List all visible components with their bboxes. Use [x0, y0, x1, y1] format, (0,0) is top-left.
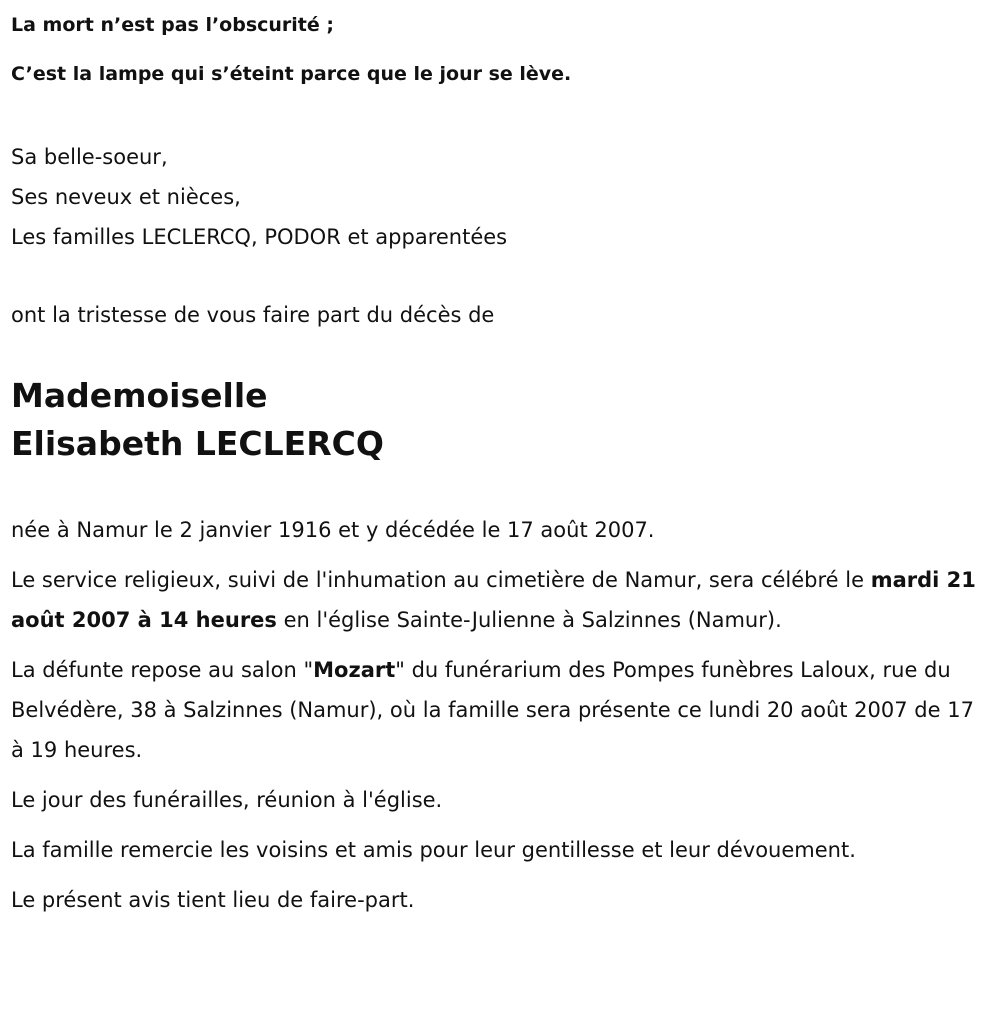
intro-text: ont la tristesse de vous faire part du décès de	[11, 303, 495, 327]
details	[11, 510, 986, 930]
family-line: Sa belle-soeur,	[11, 145, 168, 169]
salon-name: Mozart	[313, 658, 396, 682]
viewing-text-post: " du funérarium des Pompes funèbres Laloux, rue du Belvédère, 38 à Salzinnes (Namur), où la famille sera présente ce lundi 20 août 2007 de 17 à 19 heures.	[11, 658, 974, 762]
family-line: Ses neveux et nièces,	[11, 185, 241, 209]
quote-line-2: C’est la lampe qui s’éteint parce que le jour se lève.	[11, 63, 572, 85]
quote-line-1: La mort n’est pas l’obscurité ;	[11, 14, 334, 36]
viewing-text-pre: La défunte repose au salon "	[11, 658, 314, 682]
service-date: mardi 21 août 2007 à 14 heures	[11, 568, 976, 632]
family-line: Les familles LECLERCQ, PODOR et apparentées	[11, 225, 508, 249]
birth-death-text: née à Namur le 2 janvier 1916 et y décédée le 17 août 2007.	[11, 518, 655, 542]
deceased-name	[11, 372, 384, 468]
service-text	[11, 560, 986, 640]
service-text-pre: Le service religieux, suivi de l'inhumation au cimetière de Namur, sera célébré le	[11, 568, 871, 592]
service-text-post: en l'église Sainte-Julienne à Salzinnes (Namur).	[276, 608, 782, 632]
thanks-text: La famille remercie les voisins et amis pour leur gentillesse et leur dévouement.	[11, 838, 856, 862]
notice-text: Le présent avis tient lieu de faire-part.	[11, 888, 415, 912]
viewing-text	[11, 650, 986, 770]
deceased-title: Mademoiselle	[11, 376, 268, 415]
family-list	[11, 137, 986, 257]
meeting-text: Le jour des funérailles, réunion à l'église.	[11, 788, 443, 812]
deceased-fullname: Elisabeth LECLERCQ	[11, 424, 384, 463]
